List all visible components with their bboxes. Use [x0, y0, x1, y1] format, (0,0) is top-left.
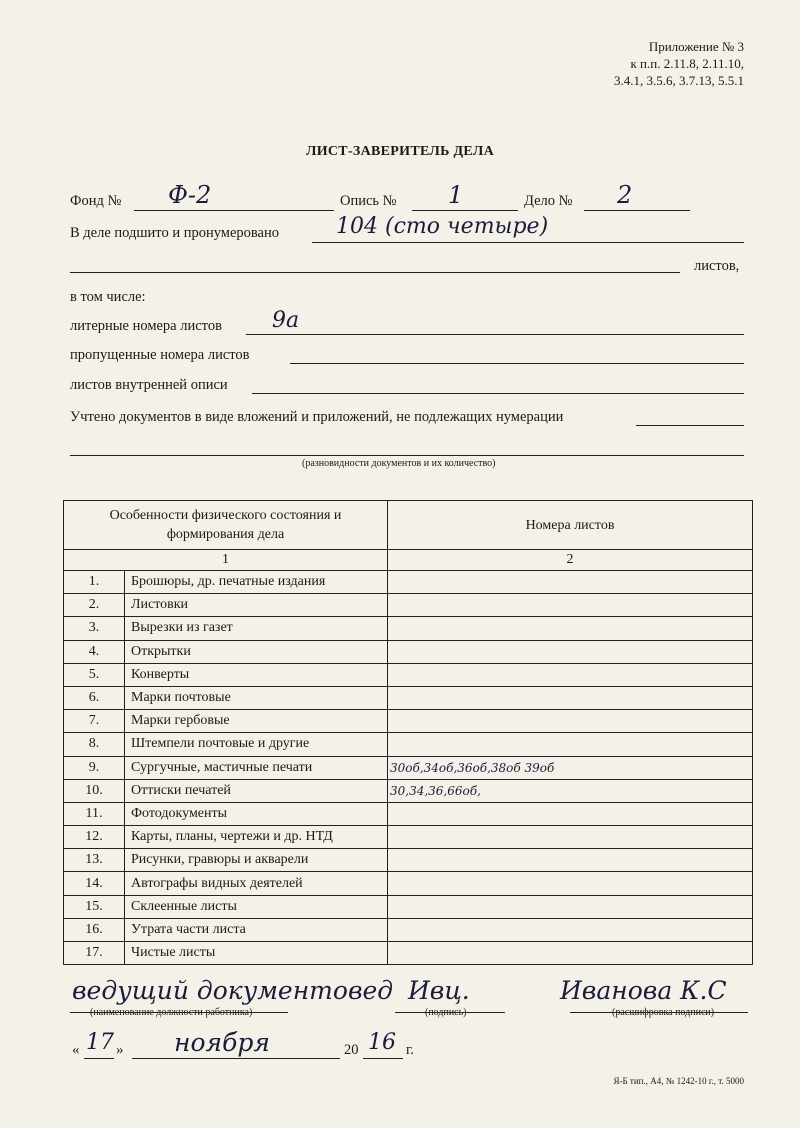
internal-line	[252, 378, 744, 394]
accounted-line	[636, 410, 744, 426]
row-feature: Вырезки из газет	[125, 617, 388, 640]
appendix-line-3: 3.4.1, 3.5.6, 3.7.13, 5.5.1	[614, 73, 744, 88]
opis-value: 1	[448, 181, 464, 209]
podshito-value: 104 (сто четыре)	[336, 214, 549, 239]
table-column-numbers-row	[64, 550, 753, 571]
row-feature: Открытки	[125, 640, 388, 663]
row-feature: Оттиски печатей	[125, 779, 388, 802]
row-feature: Карты, планы, чертежи и др. НТД	[125, 826, 388, 849]
table-row	[64, 895, 753, 918]
row-number: 17.	[64, 942, 125, 965]
row-sheets	[388, 802, 753, 825]
row-number: 13.	[64, 849, 125, 872]
row-feature: Конверты	[125, 663, 388, 686]
signature-caption: (подпись)	[425, 1007, 467, 1018]
appendix-line-1: Приложение № 3	[648, 39, 744, 54]
header-sheet-numbers: Номера листов	[388, 501, 753, 550]
row-feature: Брошюры, др. печатные издания	[125, 571, 388, 594]
table-row	[64, 617, 753, 640]
opis-label: Опись №	[340, 193, 397, 209]
listov-label: листов,	[694, 258, 740, 274]
row-sheets: 30,34,36,66об,	[388, 779, 753, 802]
table-header-row	[64, 501, 753, 550]
accounted-label: Учтено документов в виде вложений и приложений, не подлежащих нумерации	[70, 409, 564, 425]
missed-line	[290, 348, 744, 364]
row-feature: Склеенные листы	[125, 895, 388, 918]
document-title: ЛИСТ-ЗАВЕРИТЕЛЬ ДЕЛА	[305, 144, 495, 159]
position-value: ведущий документовед	[72, 976, 394, 1005]
row-sheets: 30об,34об,36об,38об 39об	[388, 756, 753, 779]
row-sheets	[388, 849, 753, 872]
row-feature: Фотодокументы	[125, 802, 388, 825]
date-quote-open: «	[72, 1042, 80, 1058]
accounted-caption: (разновидности документов и их количество)	[302, 458, 496, 469]
row-sheets	[388, 895, 753, 918]
row-sheets	[388, 918, 753, 941]
podshito-label: В деле подшито и пронумеровано	[70, 225, 279, 241]
table-row	[64, 686, 753, 709]
delo-line	[584, 194, 690, 211]
table-row	[64, 849, 753, 872]
header-features: Особенности физического состояния и формирования дела	[64, 501, 388, 550]
table-row	[64, 571, 753, 594]
row-number: 5.	[64, 663, 125, 686]
signature-value: Ивц.	[408, 976, 470, 1005]
table-row	[64, 640, 753, 663]
row-feature: Штемпели почтовые и другие	[125, 733, 388, 756]
row-number: 8.	[64, 733, 125, 756]
row-feature: Чистые листы	[125, 942, 388, 965]
row-number: 16.	[64, 918, 125, 941]
fond-line	[134, 194, 334, 211]
day-value: 17	[86, 1030, 114, 1055]
internal-label: листов внутренней описи	[70, 377, 228, 393]
condition-table	[63, 500, 753, 965]
literal-line	[246, 319, 744, 335]
row-sheets	[388, 826, 753, 849]
year-value: 16	[368, 1030, 396, 1055]
table-row	[64, 779, 753, 802]
row-sheets	[388, 872, 753, 895]
missed-label: пропущенные номера листов	[70, 347, 250, 363]
appendix-line-2: к п.п. 2.11.8, 2.11.10,	[630, 56, 744, 71]
opis-line	[412, 194, 518, 211]
row-number: 2.	[64, 594, 125, 617]
row-feature: Автографы видных деятелей	[125, 872, 388, 895]
date-quote-close: »	[116, 1042, 124, 1058]
row-feature: Рисунки, гравюры и акварели	[125, 849, 388, 872]
appendix-reference	[614, 38, 744, 89]
row-number: 1.	[64, 571, 125, 594]
table-row	[64, 826, 753, 849]
row-number: 9.	[64, 756, 125, 779]
row-number: 3.	[64, 617, 125, 640]
delo-label: Дело №	[524, 193, 573, 209]
row-number: 14.	[64, 872, 125, 895]
row-sheets	[388, 571, 753, 594]
row-sheets	[388, 594, 753, 617]
table-row	[64, 594, 753, 617]
row-sheets	[388, 942, 753, 965]
row-feature: Утрата части листа	[125, 918, 388, 941]
decoding-value: Иванова К.С	[560, 976, 727, 1005]
decoding-caption: (расшифровка подписи)	[612, 1007, 715, 1018]
table-row	[64, 872, 753, 895]
table-row	[64, 918, 753, 941]
podshito-continuation-line	[70, 258, 680, 273]
row-feature: Марки гербовые	[125, 710, 388, 733]
row-number: 11.	[64, 802, 125, 825]
vtom-label: в том числе:	[70, 289, 146, 305]
row-number: 6.	[64, 686, 125, 709]
table-row	[64, 663, 753, 686]
row-feature: Сургучные, мастичные печати	[125, 756, 388, 779]
fond-value: Ф-2	[168, 181, 212, 209]
position-caption: (наименование должности работника)	[90, 1007, 253, 1018]
accounted-continuation-line	[70, 441, 744, 456]
table-row	[64, 756, 753, 779]
row-sheets	[388, 710, 753, 733]
print-info: Я-Б тип., А4, № 1242-10 г., т. 5000	[613, 1076, 744, 1086]
row-sheets	[388, 617, 753, 640]
table-row	[64, 733, 753, 756]
fond-label: Фонд №	[70, 193, 122, 209]
year-suffix: г.	[406, 1042, 414, 1058]
row-number: 15.	[64, 895, 125, 918]
row-feature: Марки почтовые	[125, 686, 388, 709]
literal-label: литерные номера листов	[70, 318, 222, 334]
row-sheets	[388, 663, 753, 686]
column-number-1: 1	[64, 550, 388, 571]
month-value: ноября	[174, 1028, 270, 1057]
row-number: 12.	[64, 826, 125, 849]
delo-value: 2	[617, 181, 633, 209]
row-sheets	[388, 733, 753, 756]
table-row	[64, 802, 753, 825]
row-sheets	[388, 686, 753, 709]
column-number-2: 2	[388, 550, 753, 571]
literal-value: 9а	[272, 308, 300, 333]
row-number: 4.	[64, 640, 125, 663]
row-feature: Листовки	[125, 594, 388, 617]
year-prefix: 20	[344, 1042, 359, 1058]
table-row	[64, 942, 753, 965]
row-sheets	[388, 640, 753, 663]
row-number: 10.	[64, 779, 125, 802]
table-row	[64, 710, 753, 733]
row-number: 7.	[64, 710, 125, 733]
